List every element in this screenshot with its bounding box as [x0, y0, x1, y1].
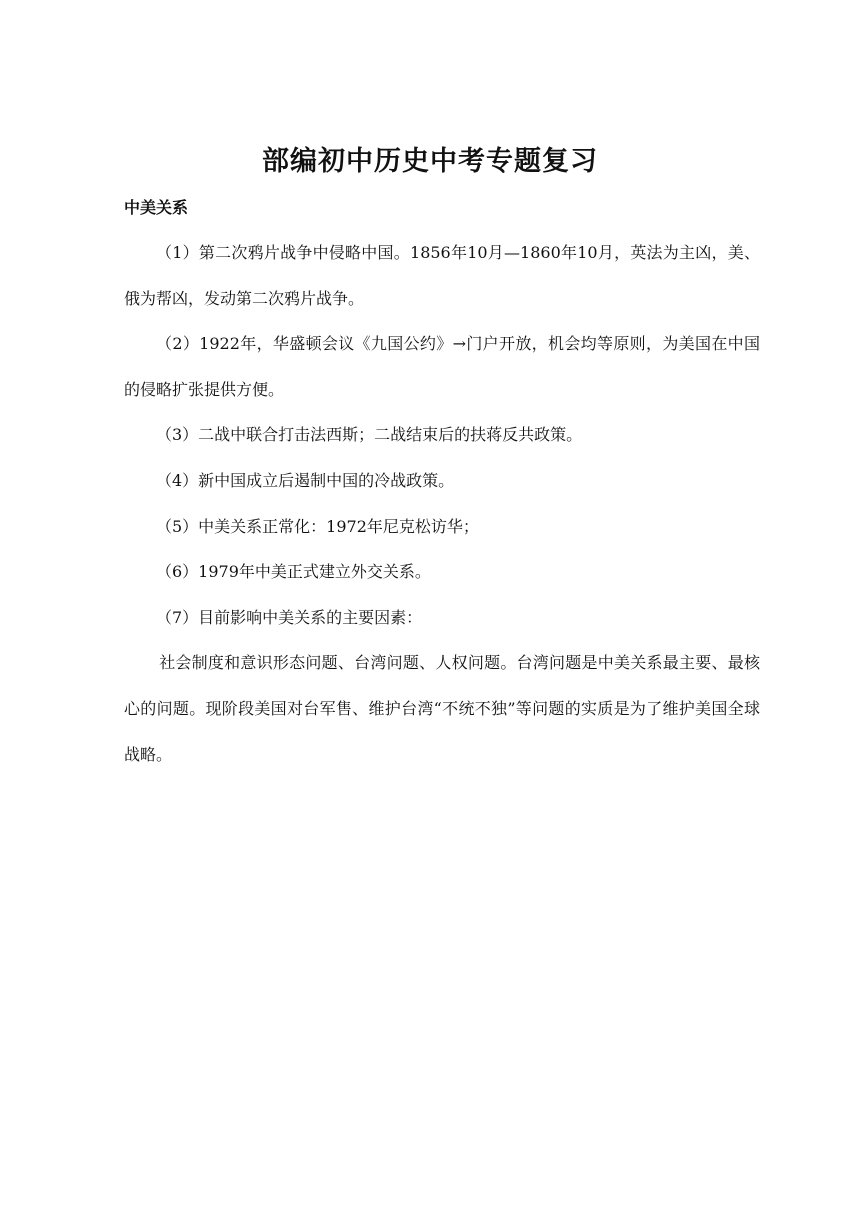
paragraph-3: （3）二战中联合打击法西斯；二战结束后的扶蒋反共政策。	[156, 425, 583, 445]
paragraph-1: （1）第二次鸦片战争中侵略中国。1856年10月—1860年10月，英法为主凶，美、俄为帮凶，发动第二次鸦片战争。	[124, 243, 760, 308]
paragraph-5: （5）中美关系正常化：1972年尼克松访华；	[156, 516, 479, 536]
paragraph-6: （6）1979年中美正式建立外交关系。	[156, 562, 431, 582]
paragraph-8: 社会制度和意识形态问题、台湾问题、人权问题。台湾问题是中美关系最主要、最核心的问题。现阶段美国对台军售、维护台湾“不统不独”等问题的实质是为了维护美国全球战略。	[124, 653, 760, 764]
document-title: 部编初中历史中考专题复习	[262, 146, 598, 177]
document-body	[124, 230, 760, 777]
paragraph-7: （7）目前影响中美关系的主要因素：	[156, 607, 423, 627]
paragraph-2: （2）1922年，华盛顿会议《九国公约》→门户开放，机会均等原则，为美国在中国的侵略扩张提供方便。	[124, 334, 760, 399]
paragraph-4: （4）新中国成立后遏制中国的冷战政策。	[156, 470, 455, 490]
section-heading: 中美关系	[124, 198, 189, 217]
